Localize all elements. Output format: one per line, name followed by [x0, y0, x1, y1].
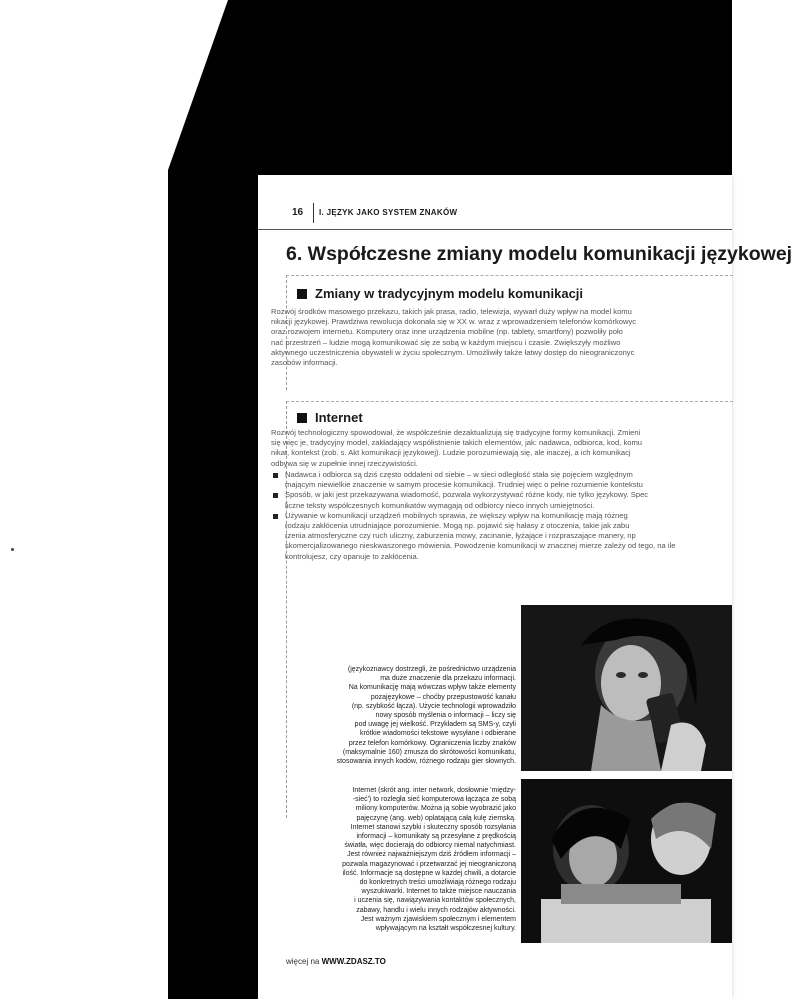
textbook-page [258, 175, 792, 999]
page-header [258, 203, 732, 230]
text-line: rodzaju zakłócenia utrudniające porozumienie. Mogą np. pojawić się hałasy z otoczenia, takie jak zabu [285, 521, 630, 531]
text-line: ilość. Informacje są dostępne w każdej chwili, a dotarcie [342, 869, 516, 877]
text-line: skomercjalizowanego nieskwaszonego mówienia. Powodzenie komunikacji w znacznej mierze zależy od tego, na ile [285, 541, 676, 551]
text-line: miliony komputerów. Można ją sobie wyobrazić jako [355, 805, 516, 813]
text-line: nikacji językowej. Prawdziwa rewolucja dokonała się w XX w. wraz z wprowadzeniem telefonów komórkowyc [271, 317, 637, 327]
bullet-list [273, 470, 713, 562]
text-line: zasobów informacji. [271, 358, 338, 368]
text-line: Internet (skrót ang. inter network, dosłownie 'między- [352, 787, 516, 794]
photo-illustration [521, 779, 732, 943]
text-line: kontrolujesz, czy opanuje to zakłócenia. [285, 551, 419, 561]
text-line: oraz rozwojem internetu. Komputery oraz inne urządzenia mobilne (np. tablety, smartfony) pozwoliły poło [271, 327, 623, 337]
text-line: się więc je, tradycyjny model, zakładający współistnienie takich elementów, jak: nadawca, odbiorca, kod, komu [271, 438, 643, 448]
text-line: nikat, kontekst (zob. s. Akt komunikacji językowej). Ludzie porozumiewają się, ale inaczej, a ich komunikacj [271, 448, 631, 458]
text-line: odbywa się w zupełnie innej rzeczywistości. [271, 458, 418, 468]
text-line: Używanie w komunikacji urządzeń mobilnych sprawia, że większy wpływ na komunikację mają różneg [285, 510, 628, 520]
text-line: Internet stanowi szybki i skuteczny sposób rozsyłania [350, 823, 516, 831]
section-paragraph [271, 307, 711, 368]
page-number: 16 [292, 207, 304, 218]
sidebar-text-communication [306, 665, 516, 766]
text-line: (maksymalnie 160) zmusza do skrótowości komunikatu, [342, 748, 516, 756]
text-line: (językoznawcy dostrzegli, że pośrednictwo urządzenia [347, 666, 516, 673]
photo-person-phone [521, 605, 732, 771]
list-item [273, 490, 713, 510]
text-line: Rozwój środków masowego przekazu, takich jak prasa, radio, telewizja, wywarł duży wpływ na model komu [271, 307, 632, 316]
text-line: mającym niewielkie znaczenie w samym procesie komunikacji. Trudniej więc o pełne rozumienie kontekstu [285, 480, 643, 490]
text-line: nać przestrzeń – ludzie mogą komunikować się ze sobą w każdym miejscu i czasie. Zwiększyły możliwo [271, 337, 621, 347]
text-line: światła, więc docierają do odbiorcy niemal natychmiast. [344, 842, 516, 850]
square-bullet-icon [297, 413, 307, 423]
text-line: pozwala magazynować i przetwarzać jej nieograniczoną [342, 860, 516, 868]
text-line: informacji – komunikaty są przesyłane z prędkością [356, 833, 516, 841]
photo-illustration [521, 605, 732, 771]
photo-people-laptop [521, 779, 732, 943]
section-title [297, 410, 363, 425]
text-line: rzenia atmosferyczne czy ruch uliczny, zaburzenia mowy, zacinanie, łyżające i rozpraszające manery, np [285, 531, 636, 541]
text-line: stosowania innych kodów, różnego rodzaju gier słownych. [336, 758, 516, 766]
footer-url-link[interactable]: WWW.ZDASZ.TO [321, 957, 386, 966]
section-title-text: Zmiany w tradycyjnym modelu komunikacji [315, 286, 584, 301]
text-line: wyszukiwarki. Internet to także miejsce nauczania [361, 888, 516, 896]
running-head: I. JĘZYK JAKO SYSTEM ZNAKÓW [319, 208, 458, 217]
bullet-icon [273, 514, 278, 519]
text-line: ma duże znaczenie dla przekazu informacji. [380, 675, 516, 683]
text-line: zabawy, handlu i wielu innych rodzajów aktywności. [356, 906, 516, 914]
text-line: pozajęzykowe – choćby przepustowość kanału [370, 693, 516, 701]
text-line: Rozwój technologiczny spowodował, że współcześnie dezaktualizują się tradycyjne formy komunikacji. Zmieni [271, 428, 641, 437]
list-item [273, 470, 713, 490]
sidebar-text-internet [306, 786, 516, 933]
text-line: Na komunikację mają wówczas wpływ także elementy [348, 684, 516, 692]
square-bullet-icon [297, 289, 307, 299]
text-line: nowy sposób myślenia o informacji – liczy się [375, 712, 516, 720]
text-line: pajęczynę (ang. web) oplatającą całą kulę ziemską. [356, 814, 516, 822]
list-item [273, 511, 713, 562]
text-line: pod uwagę jej wielkość. Przykładem są SMS-y, czyli [354, 721, 516, 729]
bullet-icon [273, 493, 278, 498]
section-title-text: Internet [315, 410, 363, 425]
scan-speck [11, 548, 14, 551]
text-line: -sieć') to rozległa sieć komputerowa łącząca ze sobą [352, 796, 516, 804]
header-separator [313, 203, 314, 223]
text-line: do konkretnych treści umożliwiają różnego rodzaju [359, 879, 516, 887]
text-line: (np. szybkość łącza). Użycie technologii wprowadziło [351, 702, 516, 710]
footer-prefix: więcej na [286, 957, 320, 966]
text-line: Jest również najważniejszym dziś źródłem informacji – [347, 851, 516, 859]
bullet-icon [273, 473, 278, 478]
section-box-traditional-model [271, 275, 733, 390]
text-line: Nadawca i odbiorca są dziś często oddaleni od siebie – w sieci odległość stała się pojęciem względnym [285, 470, 633, 479]
section-title [297, 286, 583, 301]
text-line: i uczenia się, nawiązywania kontaktów społecznych, [354, 897, 516, 905]
page-footer [286, 957, 386, 966]
text-line: przez telefon komórkowy. Ograniczenia liczby znaków [348, 739, 516, 747]
text-line: Jest ważnym zjawiskiem społecznym i elementem [360, 915, 516, 923]
chapter-title: 6. Współczesne zmiany modelu komunikacji językowej [286, 243, 792, 265]
section-paragraph [271, 428, 711, 469]
text-line: liczne teksty współczesnych komunikatów wymagają od odbiorcy nieco innych umiejętności. [285, 500, 595, 510]
text-line: wpływającym na kształt współczesnej kultury. [375, 925, 516, 933]
text-line: krótkie wiadomości tekstowe wysyłane i odbierane [359, 730, 516, 738]
text-line: aktywnego uczestniczenia obywateli w życiu społecznym. Umożliwiły także łatwy dostęp do nieograniczonyc [271, 347, 635, 357]
text-line: Sposób, w jaki jest przekazywana wiadomość, pozwala wykorzystywać różne kody, nie tylko językowy. Spec [285, 490, 649, 500]
